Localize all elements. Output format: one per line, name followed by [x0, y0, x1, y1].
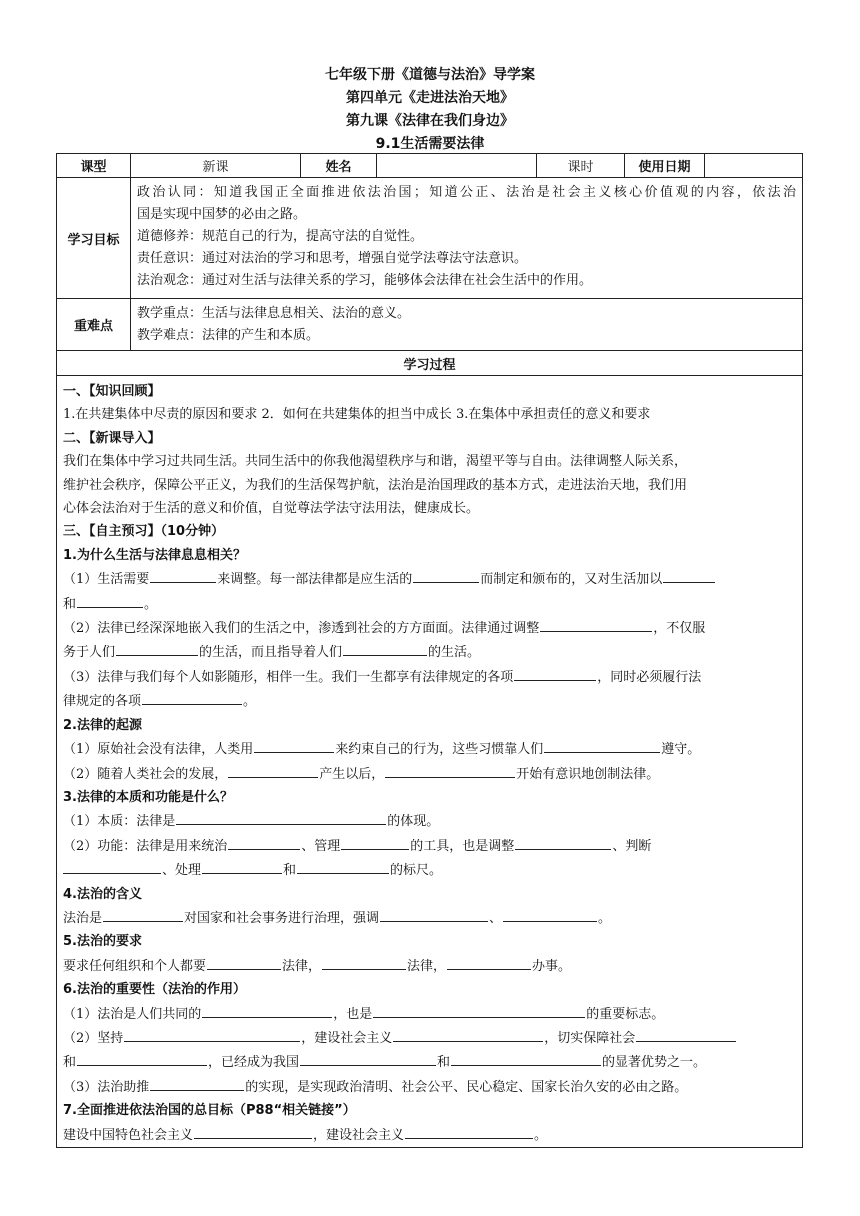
blank-field[interactable]	[300, 1050, 436, 1066]
date-field[interactable]	[705, 154, 803, 178]
blank-field[interactable]	[385, 762, 515, 778]
blank-field[interactable]	[636, 1026, 736, 1042]
question-line: （2）法律已经深深地嵌入我们的生活之中，渗透到社会的方方面面。法律通过调整 ，不仅服	[63, 616, 796, 640]
date-label: 使用日期	[625, 154, 705, 178]
blank-field[interactable]	[515, 834, 611, 850]
blank-field[interactable]	[393, 1026, 543, 1042]
blank-field[interactable]	[451, 1050, 601, 1066]
question-title: 4.法治的含义	[63, 886, 142, 902]
blank-field[interactable]	[150, 1075, 244, 1091]
blank-field[interactable]	[503, 906, 597, 922]
question-line: （2）随着人类社会的发展， 产生以后， 开始有意识地创制法律。	[63, 762, 796, 786]
key-point-line: 教学难点：法律的产生和本质。	[137, 327, 320, 343]
blank-field[interactable]	[77, 592, 143, 608]
process-content	[57, 376, 803, 1148]
question-line: （2）坚持 ，建设社会主义 ，切实保障社会	[63, 1026, 796, 1050]
question-line: （3）法律与我们每个人如影随形，相伴一生。我们一生都享有法律规定的各项 ，同时必须履行法	[63, 665, 796, 689]
review-title: 一、【知识回顾】	[63, 384, 161, 399]
objectives-label: 学习目标	[57, 178, 131, 299]
question-line: （3）法治助推 的实现，是实现政治清明、社会公平、民心稳定、国家长治久安的必由之路。	[63, 1075, 796, 1099]
blank-field[interactable]	[405, 1123, 533, 1139]
blank-field[interactable]	[103, 906, 183, 922]
objective-line: 法治观念：通过对生活与法律关系的学习，能够体会法律在社会生活中的作用。	[137, 273, 593, 288]
doc-title-1: 七年级下册《道德与法治》导学案	[325, 67, 535, 83]
intro-title: 二、【新课导入】	[63, 430, 161, 446]
question-line: 和 ，已经成为我国 和 的显著优势之一。	[63, 1050, 796, 1074]
blank-field[interactable]	[116, 640, 198, 656]
question-line: 律规定的各项 。	[63, 689, 796, 713]
blank-field[interactable]	[228, 762, 318, 778]
lesson-type-value: 新课	[131, 154, 301, 178]
blank-field[interactable]	[540, 616, 652, 632]
process-header: 学习过程	[57, 351, 803, 376]
blank-field[interactable]	[202, 1002, 332, 1018]
period-label: 课时	[537, 154, 625, 178]
objective-line: 责任意识：通过对法治的学习和思考，增强自觉学法尊法守法意识。	[137, 251, 528, 266]
objective-line: 国是实现中国梦的必由之路。	[137, 207, 307, 222]
doc-title-4: 9.1生活需要法律	[375, 136, 485, 152]
question-title: 5.法治的要求	[63, 934, 142, 950]
worksheet-table	[56, 153, 803, 1148]
question-line: 务于人们 的生活，而且指导着人们 的生活。	[63, 640, 796, 664]
key-points-label: 重难点	[57, 299, 131, 351]
objective-line: 道德修养：规范自己的行为，提高守法的自觉性。	[137, 229, 424, 244]
blank-field[interactable]	[514, 665, 596, 681]
blank-field[interactable]	[228, 834, 300, 850]
question-line: （1）生活需要 来调整。每一部法律都是应生活的 而制定和颁布的，又对生活加以	[63, 567, 796, 591]
blank-field[interactable]	[63, 858, 161, 874]
preview-title: 三、【自主预习】（10分钟）	[63, 524, 225, 540]
question-line: 建设中国特色社会主义 ，建设社会主义 。	[63, 1123, 796, 1147]
blank-field[interactable]	[194, 1123, 312, 1139]
blank-field[interactable]	[297, 858, 389, 874]
question-title: 3.法律的本质和功能是什么？	[63, 789, 233, 805]
question-line: 要求任何组织和个人都要 法律， 法律， 办事。	[63, 954, 796, 978]
question-line: 法治是 对国家和社会事务进行治理，强调 、 。	[63, 906, 796, 930]
blank-field[interactable]	[413, 567, 479, 583]
question-line: （2）功能：法律是用来统治 、管理 的工具，也是调整 、判断	[63, 834, 796, 858]
question-title: 6.法治的重要性（法治的作用）	[63, 982, 246, 998]
blank-field[interactable]	[150, 567, 216, 583]
doc-title-3: 第九课《法律在我们身边》	[346, 113, 514, 129]
doc-title-2: 第四单元《走进法治天地》	[346, 90, 514, 106]
question-line: 、处理 和 的标尺。	[63, 858, 796, 882]
blank-field[interactable]	[447, 954, 531, 970]
blank-field[interactable]	[544, 737, 660, 753]
objectives-content	[131, 178, 803, 299]
blank-field[interactable]	[341, 834, 409, 850]
name-field[interactable]	[377, 154, 537, 178]
blank-field[interactable]	[254, 737, 334, 753]
objective-line: 政治认同：知道我国正全面推进依法治国；知道公正、法治是社会主义核心价值观的内容，依法治	[137, 185, 796, 200]
blank-field[interactable]	[207, 954, 281, 970]
question-title: 7.全面推进依法治国的总目标（P88“相关链接”）	[63, 1103, 356, 1119]
question-line: （1）法治是人们共同的 ，也是 的重要标志。	[63, 1002, 796, 1026]
intro-line: 维护社会秩序，保障公平正义，为我们的生活保驾护航，法治是治国理政的基本方式，走进法治天地，我们用	[63, 477, 688, 493]
blank-field[interactable]	[663, 567, 715, 583]
question-title: 2.法律的起源	[63, 717, 142, 733]
blank-field[interactable]	[142, 689, 242, 705]
name-label: 姓名	[301, 154, 377, 178]
lesson-type-label: 课型	[57, 154, 131, 178]
question-line: 和 。	[63, 592, 796, 616]
intro-line: 我们在集体中学习过共同生活。共同生活中的你我他渴望秩序与和谐，渴望平等与自由。法律调整人际关系，	[63, 454, 688, 470]
blank-field[interactable]	[202, 858, 282, 874]
blank-field[interactable]	[343, 640, 427, 656]
blank-field[interactable]	[176, 809, 386, 825]
review-text: 1.在共建集体中尽责的原因和要求 2．如何在共建集体的担当中成长 3.在集体中承担责任的意义和要求	[63, 407, 651, 423]
key-points-content	[131, 299, 803, 351]
question-line: （1）本质：法律是 的体现。	[63, 809, 796, 833]
blank-field[interactable]	[380, 906, 488, 922]
blank-field[interactable]	[322, 954, 406, 970]
intro-line: 心体会法治对于生活的意义和价值，自觉尊法学法守法用法，健康成长。	[63, 501, 480, 517]
question-title: 1.为什么生活与法律息息相关？	[63, 547, 246, 563]
question-line: （1）原始社会没有法律，人类用 来约束自己的行为，这些习惯靠人们 遵守。	[63, 737, 796, 761]
key-point-line: 教学重点：生活与法律息息相关、法治的意义。	[137, 305, 411, 321]
blank-field[interactable]	[373, 1002, 585, 1018]
blank-field[interactable]	[124, 1026, 300, 1042]
blank-field[interactable]	[77, 1050, 207, 1066]
